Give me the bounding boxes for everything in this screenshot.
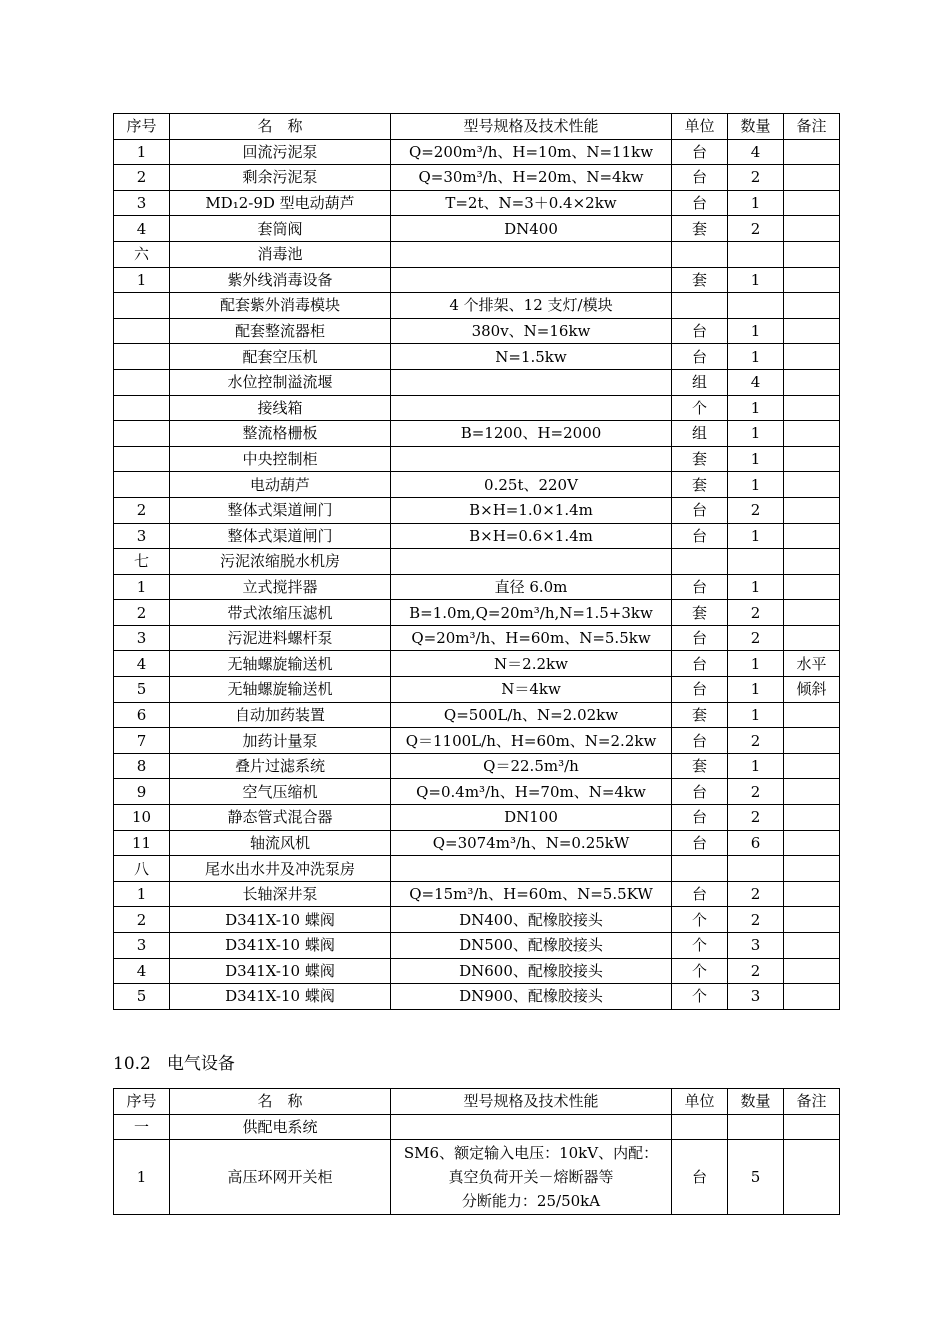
cell-name: 叠片过滤系统 [170, 753, 391, 779]
header-qty: 数量 [728, 114, 784, 140]
cell-seq: 4 [114, 958, 170, 984]
cell-seq: 2 [114, 907, 170, 933]
header-seq: 序号 [114, 114, 170, 140]
cell-note [784, 1140, 840, 1215]
cell-unit: 组 [672, 421, 728, 447]
cell-name: 整流格栅板 [170, 421, 391, 447]
cell-spec: Q=30m³/h、H=20m、N=4kw [391, 165, 672, 191]
table-row [114, 267, 840, 293]
cell-note [784, 497, 840, 523]
cell-unit: 个 [672, 958, 728, 984]
cell-qty: 1 [728, 523, 784, 549]
cell-note [784, 241, 840, 267]
cell-seq: 七 [114, 549, 170, 575]
cell-name: MD₁2-9D 型电动葫芦 [170, 190, 391, 216]
cell-seq: 2 [114, 600, 170, 626]
cell-note [784, 216, 840, 242]
cell-name: 污泥进料螺杆泵 [170, 625, 391, 651]
cell-spec: DN400 [391, 216, 672, 242]
cell-seq: 2 [114, 497, 170, 523]
cell-qty [728, 549, 784, 575]
cell-spec: DN600、配橡胶接头 [391, 958, 672, 984]
cell-spec [391, 267, 672, 293]
cell-spec: 4 个排架、12 支灯/模块 [391, 293, 672, 319]
cell-seq [114, 344, 170, 370]
section-title: 电气设备 [166, 1054, 235, 1074]
cell-note [784, 318, 840, 344]
cell-spec [391, 446, 672, 472]
cell-spec: DN500、配橡胶接头 [391, 933, 672, 959]
cell-spec: 0.25t、220V [391, 472, 672, 498]
cell-spec: Q=20m³/h、H=60m、N=5.5kw [391, 625, 672, 651]
cell-seq: 一 [114, 1114, 170, 1140]
cell-spec: B=1200、H=2000 [391, 421, 672, 447]
cell-spec: Q=200m³/h、H=10m、N=11kw [391, 139, 672, 165]
cell-qty: 1 [728, 190, 784, 216]
cell-name: 整体式渠道闸门 [170, 497, 391, 523]
cell-note [784, 805, 840, 831]
table-row [114, 472, 840, 498]
cell-note [784, 344, 840, 370]
cell-note [784, 753, 840, 779]
cell-seq [114, 472, 170, 498]
cell-qty: 4 [728, 139, 784, 165]
cell-spec: DN900、配橡胶接头 [391, 984, 672, 1010]
cell-seq: 3 [114, 625, 170, 651]
cell-unit: 台 [672, 625, 728, 651]
cell-name: 电动葫芦 [170, 472, 391, 498]
cell-unit: 套 [672, 600, 728, 626]
cell-note [784, 549, 840, 575]
cell-unit [672, 856, 728, 882]
cell-note [784, 190, 840, 216]
cell-note [784, 830, 840, 856]
cell-qty [728, 1114, 784, 1140]
cell-spec: 直径 6.0m [391, 574, 672, 600]
cell-unit: 组 [672, 369, 728, 395]
cell-spec: Q=0.4m³/h、H=70m、N=4kw [391, 779, 672, 805]
cell-unit: 台 [672, 190, 728, 216]
cell-spec: N＝2.2kw [391, 651, 672, 677]
cell-name: 无轴螺旋输送机 [170, 677, 391, 703]
cell-unit: 台 [672, 779, 728, 805]
cell-qty: 2 [728, 625, 784, 651]
cell-seq: 3 [114, 190, 170, 216]
table-row [114, 574, 840, 600]
header-seq: 序号 [114, 1089, 170, 1115]
cell-seq: 10 [114, 805, 170, 831]
table-row [114, 600, 840, 626]
table-row [114, 1140, 840, 1215]
cell-spec: Q=15m³/h、H=60m、N=5.5KW [391, 881, 672, 907]
cell-name: 自动加药装置 [170, 702, 391, 728]
header-qty: 数量 [728, 1089, 784, 1115]
table-row [114, 805, 840, 831]
cell-unit: 台 [672, 165, 728, 191]
cell-note [784, 984, 840, 1010]
cell-qty: 5 [728, 1140, 784, 1215]
cell-qty: 2 [728, 165, 784, 191]
cell-qty: 1 [728, 344, 784, 370]
cell-seq: 3 [114, 523, 170, 549]
cell-unit: 台 [672, 139, 728, 165]
cell-unit: 台 [672, 318, 728, 344]
cell-name: 污泥浓缩脱水机房 [170, 549, 391, 575]
cell-name: 立式搅拌器 [170, 574, 391, 600]
equipment-table-1 [113, 113, 840, 1010]
cell-unit: 套 [672, 267, 728, 293]
header-name: 名 称 [170, 1089, 391, 1115]
cell-name: 配套整流器柜 [170, 318, 391, 344]
table-row [114, 677, 840, 703]
cell-name: 长轴深井泵 [170, 881, 391, 907]
cell-name: 供配电系统 [170, 1114, 391, 1140]
cell-note [784, 856, 840, 882]
cell-note [784, 165, 840, 191]
cell-seq: 4 [114, 216, 170, 242]
table-row [114, 984, 840, 1010]
cell-qty: 2 [728, 805, 784, 831]
cell-note [784, 523, 840, 549]
table-row [114, 344, 840, 370]
cell-name: 高压环网开关柜 [170, 1140, 391, 1215]
cell-qty [728, 856, 784, 882]
table-header-row [114, 1089, 840, 1115]
cell-spec [391, 369, 672, 395]
cell-name: 套筒阀 [170, 216, 391, 242]
cell-seq: 5 [114, 677, 170, 703]
cell-note [784, 446, 840, 472]
cell-qty: 1 [728, 395, 784, 421]
table-row [114, 318, 840, 344]
cell-qty: 3 [728, 933, 784, 959]
cell-note [784, 702, 840, 728]
cell-qty: 3 [728, 984, 784, 1010]
cell-unit: 个 [672, 395, 728, 421]
cell-spec [391, 549, 672, 575]
cell-unit: 个 [672, 984, 728, 1010]
cell-seq: 1 [114, 574, 170, 600]
cell-name: 紫外线消毒设备 [170, 267, 391, 293]
cell-name: 消毒池 [170, 241, 391, 267]
cell-qty: 1 [728, 677, 784, 703]
cell-spec: DN400、配橡胶接头 [391, 907, 672, 933]
table-row [114, 293, 840, 319]
cell-qty: 2 [728, 779, 784, 805]
cell-unit: 台 [672, 805, 728, 831]
cell-note: 倾斜 [784, 677, 840, 703]
cell-unit [672, 293, 728, 319]
cell-spec: N=1.5kw [391, 344, 672, 370]
table-row [114, 625, 840, 651]
table-row [114, 497, 840, 523]
cell-unit: 台 [672, 881, 728, 907]
cell-name: 水位控制溢流堰 [170, 369, 391, 395]
header-note: 备注 [784, 1089, 840, 1115]
table-row [114, 933, 840, 959]
cell-note [784, 395, 840, 421]
cell-spec: B×H=1.0×1.4m [391, 497, 672, 523]
cell-qty: 1 [728, 753, 784, 779]
cell-unit: 台 [672, 677, 728, 703]
table-row [114, 190, 840, 216]
cell-name: D341X-10 蝶阀 [170, 958, 391, 984]
cell-qty: 1 [728, 446, 784, 472]
cell-note [784, 472, 840, 498]
cell-note: 水平 [784, 651, 840, 677]
cell-seq: 1 [114, 267, 170, 293]
cell-name: 回流污泥泵 [170, 139, 391, 165]
cell-spec: Q=3074m³/h、N=0.25kW [391, 830, 672, 856]
cell-spec: T=2t、N=3＋0.4×2kw [391, 190, 672, 216]
cell-note [784, 881, 840, 907]
cell-unit [672, 241, 728, 267]
cell-note [784, 1114, 840, 1140]
cell-qty: 2 [728, 728, 784, 754]
cell-spec [391, 856, 672, 882]
cell-note [784, 779, 840, 805]
cell-note [784, 574, 840, 600]
cell-unit [672, 549, 728, 575]
cell-spec: Q＝22.5m³/h [391, 753, 672, 779]
cell-note [784, 907, 840, 933]
cell-seq: 7 [114, 728, 170, 754]
cell-spec [391, 1140, 672, 1215]
cell-qty: 1 [728, 472, 784, 498]
table-row [114, 881, 840, 907]
table-row [114, 139, 840, 165]
cell-seq [114, 293, 170, 319]
spec-line: SM6、额定输入电压：10kV、内配： [403, 1144, 659, 1162]
cell-qty: 1 [728, 267, 784, 293]
equipment-table-2 [113, 1088, 840, 1215]
cell-qty [728, 241, 784, 267]
table-row [114, 651, 840, 677]
cell-name: 静态管式混合器 [170, 805, 391, 831]
cell-name: 带式浓缩压滤机 [170, 600, 391, 626]
cell-seq [114, 395, 170, 421]
cell-unit [672, 1114, 728, 1140]
cell-seq: 八 [114, 856, 170, 882]
table-row [114, 165, 840, 191]
cell-seq [114, 318, 170, 344]
table-header-row [114, 114, 840, 140]
cell-name: D341X-10 蝶阀 [170, 933, 391, 959]
cell-qty: 2 [728, 497, 784, 523]
cell-spec [391, 241, 672, 267]
cell-unit: 套 [672, 702, 728, 728]
section-heading [113, 1049, 235, 1074]
cell-note [784, 933, 840, 959]
table-row [114, 830, 840, 856]
cell-note [784, 139, 840, 165]
cell-name: 配套紫外消毒模块 [170, 293, 391, 319]
section-number: 10.2 [113, 1054, 151, 1074]
header-spec: 型号规格及技术性能 [391, 114, 672, 140]
cell-seq: 5 [114, 984, 170, 1010]
cell-spec: 380v、N=16kw [391, 318, 672, 344]
cell-note [784, 267, 840, 293]
table-row [114, 549, 840, 575]
cell-qty: 6 [728, 830, 784, 856]
cell-note [784, 958, 840, 984]
cell-unit: 台 [672, 651, 728, 677]
cell-name: 接线箱 [170, 395, 391, 421]
table-row [114, 421, 840, 447]
cell-note [784, 600, 840, 626]
table-row [114, 753, 840, 779]
cell-note [784, 728, 840, 754]
cell-unit: 套 [672, 216, 728, 242]
cell-spec [391, 395, 672, 421]
table-row [114, 958, 840, 984]
table-row [114, 702, 840, 728]
cell-qty [728, 293, 784, 319]
cell-seq [114, 446, 170, 472]
cell-name: D341X-10 蝶阀 [170, 907, 391, 933]
cell-name: 尾水出水井及冲洗泵房 [170, 856, 391, 882]
cell-qty: 2 [728, 958, 784, 984]
cell-unit: 台 [672, 728, 728, 754]
cell-qty: 4 [728, 369, 784, 395]
cell-name: 配套空压机 [170, 344, 391, 370]
cell-spec: DN100 [391, 805, 672, 831]
cell-unit: 台 [672, 830, 728, 856]
cell-note [784, 293, 840, 319]
cell-seq: 1 [114, 139, 170, 165]
cell-name: 轴流风机 [170, 830, 391, 856]
header-name: 名 称 [170, 114, 391, 140]
cell-seq: 3 [114, 933, 170, 959]
cell-note [784, 421, 840, 447]
cell-qty: 2 [728, 881, 784, 907]
cell-name: 中央控制柜 [170, 446, 391, 472]
cell-seq: 2 [114, 165, 170, 191]
cell-qty: 2 [728, 600, 784, 626]
table-row [114, 241, 840, 267]
cell-spec: N＝4kw [391, 677, 672, 703]
cell-spec: B=1.0m,Q=20m³/h,N=1.5+3kw [391, 600, 672, 626]
cell-seq [114, 421, 170, 447]
cell-spec: B×H=0.6×1.4m [391, 523, 672, 549]
cell-note [784, 625, 840, 651]
table-row [114, 369, 840, 395]
cell-qty: 1 [728, 574, 784, 600]
cell-name: 空气压缩机 [170, 779, 391, 805]
cell-unit: 台 [672, 574, 728, 600]
header-note: 备注 [784, 114, 840, 140]
cell-unit: 台 [672, 1140, 728, 1215]
cell-name: 整体式渠道闸门 [170, 523, 391, 549]
table-row [114, 779, 840, 805]
cell-unit: 个 [672, 907, 728, 933]
header-unit: 单位 [672, 114, 728, 140]
cell-qty: 2 [728, 907, 784, 933]
spec-line: 真空负荷开关－熔断器等 [448, 1168, 614, 1186]
cell-unit: 台 [672, 497, 728, 523]
cell-name: 加药计量泵 [170, 728, 391, 754]
cell-qty: 1 [728, 421, 784, 447]
cell-seq: 4 [114, 651, 170, 677]
table-row [114, 216, 840, 242]
cell-seq: 6 [114, 702, 170, 728]
table-row [114, 907, 840, 933]
table-row [114, 395, 840, 421]
cell-spec [391, 1114, 672, 1140]
cell-seq [114, 369, 170, 395]
cell-spec: Q＝1100L/h、H=60m、N=2.2kw [391, 728, 672, 754]
spec-line: 分断能力：25/50kA [461, 1192, 601, 1210]
cell-seq: 1 [114, 1140, 170, 1215]
header-spec: 型号规格及技术性能 [391, 1089, 672, 1115]
cell-unit: 套 [672, 472, 728, 498]
cell-seq: 1 [114, 881, 170, 907]
cell-name: D341X-10 蝶阀 [170, 984, 391, 1010]
table-row [114, 446, 840, 472]
header-unit: 单位 [672, 1089, 728, 1115]
cell-note [784, 369, 840, 395]
cell-name: 剩余污泥泵 [170, 165, 391, 191]
cell-unit: 台 [672, 523, 728, 549]
cell-unit: 个 [672, 933, 728, 959]
cell-qty: 1 [728, 318, 784, 344]
cell-name: 无轴螺旋输送机 [170, 651, 391, 677]
cell-seq: 8 [114, 753, 170, 779]
cell-qty: 1 [728, 702, 784, 728]
table-row [114, 856, 840, 882]
cell-spec: Q=500L/h、N=2.02kw [391, 702, 672, 728]
cell-seq: 六 [114, 241, 170, 267]
cell-qty: 1 [728, 651, 784, 677]
cell-unit: 套 [672, 753, 728, 779]
cell-seq: 9 [114, 779, 170, 805]
cell-unit: 台 [672, 344, 728, 370]
table-row [114, 728, 840, 754]
table-row [114, 523, 840, 549]
cell-seq: 11 [114, 830, 170, 856]
cell-unit: 套 [672, 446, 728, 472]
cell-qty: 2 [728, 216, 784, 242]
table-row-group [114, 1114, 840, 1140]
